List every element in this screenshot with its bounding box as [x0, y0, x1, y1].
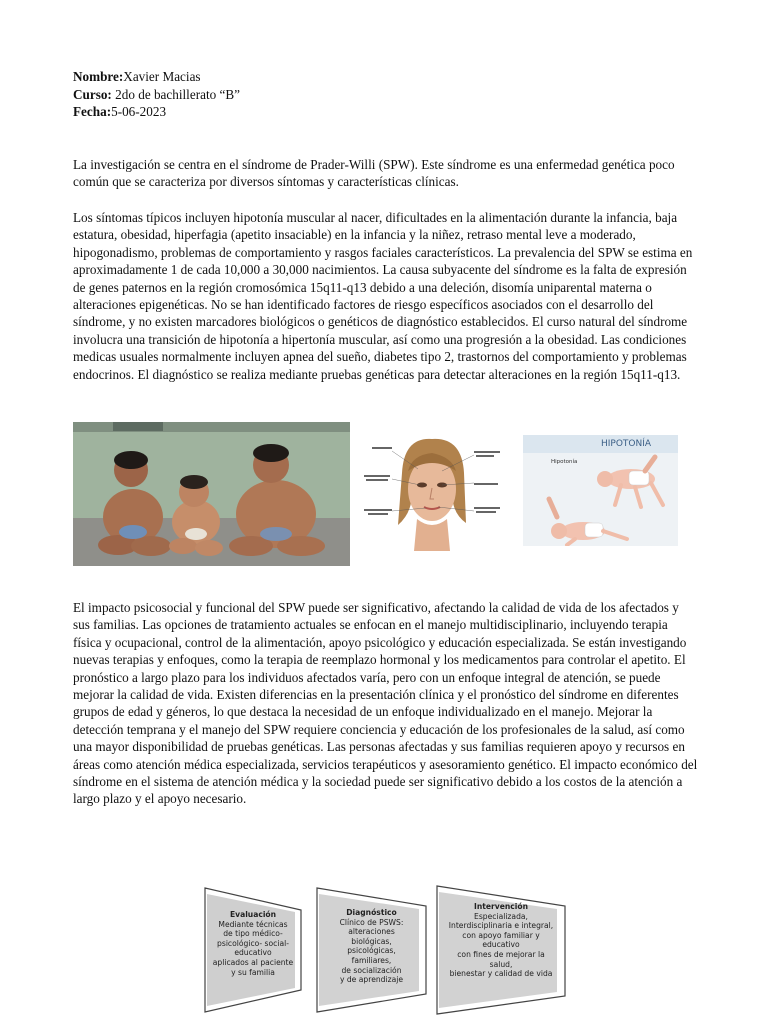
diagnosis-step	[315, 884, 428, 1016]
children-photo	[73, 422, 350, 566]
evaluation-line: y su familia	[231, 967, 275, 977]
diagnosis-line: alteraciones	[348, 927, 395, 937]
children-photo-drawing	[73, 422, 350, 566]
diagnosis-title: Diagnóstico	[346, 908, 397, 917]
hypotonia-title: HIPOTONÍA	[601, 439, 652, 449]
evaluation-line: Mediante técnicas	[218, 919, 288, 929]
name-label: Nombre:	[73, 69, 124, 84]
evaluation-line: de tipo médico-	[223, 929, 283, 939]
intervention-title: Intervención	[474, 902, 528, 911]
intervention-line: con fines de mejorar la	[457, 949, 545, 959]
intervention-line: con apoyo familiar y	[462, 930, 540, 940]
facial-features-diagram	[362, 433, 502, 551]
name-line	[73, 68, 240, 86]
diagnosis-line: de socialización	[341, 965, 402, 975]
date-label: Fecha:	[73, 104, 112, 119]
name-value: Xavier Macias	[123, 69, 201, 84]
face-drawing	[362, 433, 502, 551]
intervention-line: educativo	[482, 940, 520, 950]
date-value: 5-06-2023	[111, 104, 167, 119]
diagnosis-line: Clínico de PSWS:	[339, 917, 404, 927]
symptoms-paragraph: Los síntomas típicos incluyen hipotonía muscular al nacer, dificultades en la alimentación durante la infancia, baja estatura, obesidad, hiperfagia (apetito insaciable) en la infancia y la niñez, retraso mental leve a moderado, hipogonadismo, problemas de comportamiento y rasgos faciales característicos. La prevalencia del SPW se estima en aproximadamente 1 de cada 10,000 a 30,000 nacimientos. La causa subyacente del síndrome es la falta de expresión de genes paternos en la región cromosómica 15q11-q13 debido a una deleción, disomía uniparental materna o alteraciones epigenéticas. No se han identificado factores de riesgo específicos asociados con el desarrollo del síndrome, y no existen marcadores biológicos o genéticos de diagnóstico establecidos. El curso natural del síndrome involucra una transición de hipotonía a hipertonía muscular, así como una progresión a la obesidad. Las condiciones medicas usuales normalmente incluyen apnea del sueño, diabetes tipo 2, trastornos del comportamiento y problemas endocrinos. El diagnóstico se realiza mediante pruebas genéticas para detectar alteraciones en la región 15q11-q13.	[73, 210, 693, 382]
course-value: 2do de bachillerato “B”	[111, 86, 241, 102]
course-line	[73, 86, 240, 104]
date-line	[73, 103, 240, 121]
intervention-text	[435, 902, 567, 979]
intro-paragraph: La investigación se centra en el síndrome de Prader-Willi (SPW). Este síndrome es una enfermedad genética poco común que se caracteriza por diversos síntomas y características clínicas.	[73, 157, 675, 190]
evaluation-line: psicológico- social-	[217, 938, 289, 948]
impact-paragraph: El impacto psicosocial y funcional del SPW puede ser significativo, afectando la calidad de vida de los afectados y sus familias. Las opciones de tratamiento actuales se enfocan en el manejo multidisciplinario, incluyendo terapia física y ocupacional, control de la alimentación, apoyo psicológico y educación especializada. Se están investigando nuevas terapias y enfoques, como la terapia de reemplazo hormonal y los medicamentos para controlar el apetito. El pronóstico a largo plazo para los individuos afectados varía, pero con un enfoque integral de atención, se puede mejorar la calidad de vida. Existen diferencias en la presentación clínica y el pronóstico del síndrome en diferentes grupos de edad y géneros, lo que destaca la necesidad de un enfoque individualizado en el manejo. Mejorar la detección temprana y el manejo del SPW requiere conciencia y educación de los profesionales de la salud, así como una mayor disponibilidad de pruebas genéticas. Las personas afectadas y sus familias requieren apoyo y recursos en áreas como atención médica especializada, servicios terapéuticos y asesoramiento genético. El impacto económico del síndrome en el sistema de atención médica y la sociedad puede ser significativo debido a los costos de la atención a largo plazo y el apoyo necesario.	[73, 600, 698, 807]
intervention-line: Interdisciplinaria e integral,	[448, 921, 554, 931]
evaluation-line: educativo	[234, 948, 272, 958]
course-label: Curso:	[73, 86, 112, 102]
intervention-line: salud,	[489, 959, 513, 969]
evaluation-text	[203, 910, 303, 977]
student-header	[73, 68, 240, 121]
intervention-line: Especializada,	[474, 911, 528, 921]
diagnosis-line: psicológicas,	[347, 946, 396, 956]
evaluation-line: aplicados al paciente	[212, 957, 294, 967]
evaluation-step	[203, 884, 303, 1016]
intervention-step	[435, 884, 567, 1016]
diagnosis-line: y de aprendizaje	[339, 975, 404, 985]
diagnosis-text	[315, 908, 428, 985]
diagnosis-line: familiares,	[351, 955, 392, 965]
evaluation-title: Evaluación	[229, 910, 277, 919]
diagnosis-line: biológicas,	[351, 936, 392, 946]
hypotonia-label: Hipotonía	[551, 459, 578, 465]
hypotonia-drawing	[523, 435, 678, 546]
hypotonia-figure	[523, 435, 678, 546]
intervention-line: bienestar y calidad de vida	[449, 969, 553, 979]
